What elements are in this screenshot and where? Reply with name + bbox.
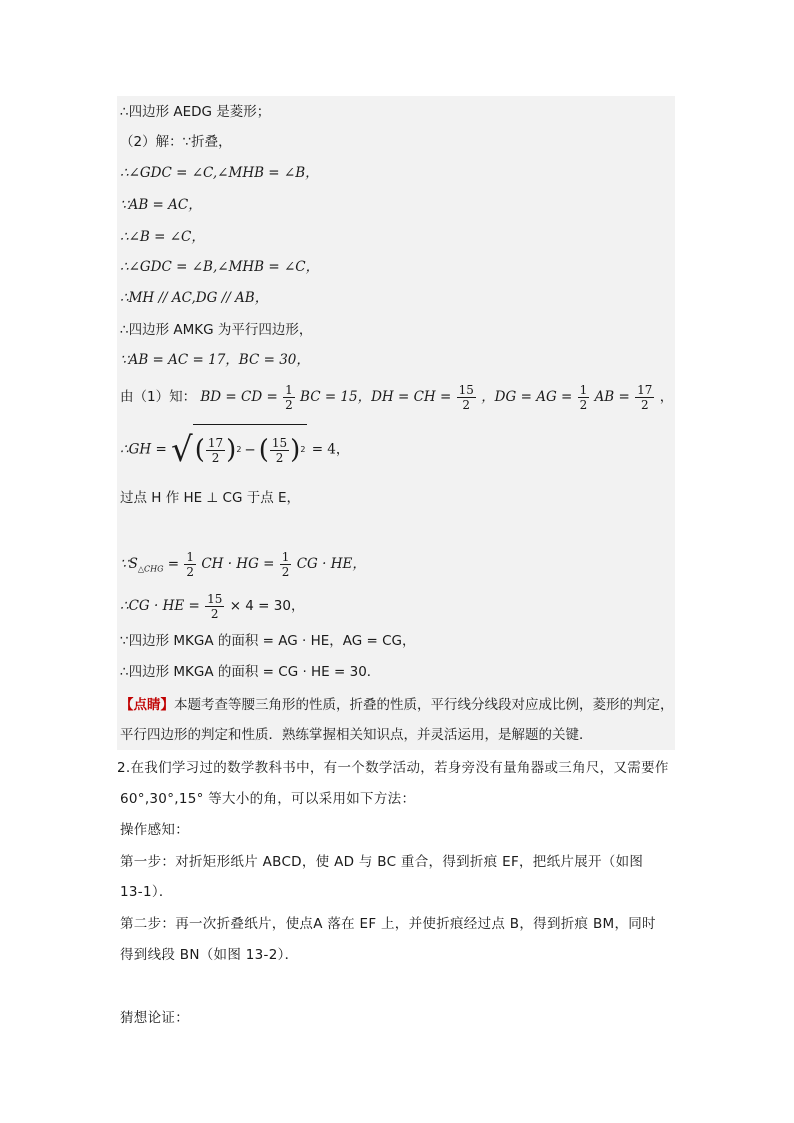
solution-line-13: [120, 545, 366, 589]
numerator: 17: [207, 435, 224, 450]
exponent: 2: [300, 445, 306, 454]
question-line-1: 2.在我们学习过的数学教科书中，有一个数学活动，若身旁没有量角器或三角尺，又需要作: [117, 760, 669, 776]
solution-line-16: ∴四边形 MKGA 的面积 = CG · HE = 30．: [120, 664, 381, 680]
denominator: 2: [285, 397, 293, 412]
solution-line-10: [120, 378, 673, 416]
fraction-seventeen-halves: [635, 383, 654, 412]
fraction-fifteen-halves: [270, 436, 289, 465]
area-subscript: △CHG: [137, 564, 164, 574]
solution-line-14: [120, 587, 304, 625]
question-line-8: 猜想论证：: [120, 1010, 189, 1026]
solution-line-11: [120, 424, 349, 475]
numerator: 1: [285, 382, 293, 397]
solution-line-8: ∴四边形 AMKG 为平行四边形，: [120, 322, 313, 338]
ab-text: AB =: [594, 389, 630, 405]
dg-ag-text: ，DG = AG =: [481, 389, 573, 405]
from-part-1-label: 由（1）知：: [120, 389, 197, 405]
left-paren: (: [194, 435, 205, 465]
fraction-one-half: [280, 550, 292, 579]
square-root: [171, 424, 307, 475]
fraction-one-half: [283, 383, 295, 412]
solution-line-2: （2）解：∵折叠，: [120, 134, 232, 150]
solution-line-6: ∴∠GDC = ∠B,∠MHB = ∠C，: [120, 259, 320, 275]
solution-line-7: ∴MH // AC,DG // AB，: [120, 290, 269, 306]
numerator: 15: [207, 591, 223, 606]
solution-line-4: ∵AB = AC，: [120, 197, 202, 213]
comment-line-1: [120, 695, 674, 715]
fraction-one-half: [578, 383, 590, 412]
exponent: 2: [236, 445, 242, 454]
denominator: 2: [210, 606, 219, 621]
result-text: = 4，: [311, 441, 350, 458]
bc-dh-text: BC = 15，DH = CH =: [300, 389, 452, 405]
comment-line-2: 平行四边形的判定和性质．熟练掌握相关知识点，并灵活运用，是解题的关键．: [120, 727, 593, 743]
denominator: 2: [281, 564, 290, 579]
question-line-4: 第一步：对折矩形纸片 ABCD，使 AD 与 BC 重合，得到折痕 EF，把纸片展开（如图: [120, 854, 644, 870]
numerator: 1: [579, 382, 588, 397]
comment-tag: 【点睛】: [120, 697, 174, 713]
comma: ，: [659, 389, 674, 405]
solution-line-5: ∴∠B = ∠C，: [120, 229, 205, 245]
denominator: 2: [211, 450, 220, 465]
numerator: 1: [281, 549, 290, 564]
gh-text: ∴GH =: [120, 441, 167, 458]
question-line-5: 13-1）．: [120, 884, 173, 900]
denominator: 2: [275, 450, 284, 465]
numerator: 17: [637, 382, 653, 397]
left-paren: (: [258, 435, 269, 465]
denominator: 2: [462, 397, 471, 412]
denominator: 2: [640, 397, 649, 412]
question-line-3: 操作感知：: [120, 822, 189, 838]
fraction-fifteen-halves: [457, 383, 476, 412]
denominator: 2: [579, 397, 588, 412]
question-line-2: 60°,30°,15° 等大小的角，可以采用如下方法：: [120, 791, 416, 807]
equals: =: [167, 556, 180, 572]
result-text: × 4 = 30，: [229, 598, 305, 614]
radical-sign-icon: √: [171, 429, 193, 470]
numerator: 15: [458, 382, 474, 397]
numerator: 15: [271, 435, 288, 450]
minus-sign: −: [244, 442, 256, 458]
radicand: [193, 424, 308, 475]
question-line-6: 第二步：再一次折叠纸片，使点A 落在 EF 上，并使折痕经过点 B，得到折痕 BM，同时: [120, 916, 656, 932]
cg-he-text: CG · HE，: [296, 556, 366, 572]
cg-he-text: ∴CG · HE =: [120, 598, 200, 614]
fraction-seventeen-halves: [206, 436, 225, 465]
ch-hg-text: CH · HG =: [201, 556, 275, 572]
numerator: 1: [186, 549, 195, 564]
solution-line-12: 过点 H 作 HE ⊥ CG 于点 E，: [120, 490, 301, 506]
denominator: 2: [186, 564, 195, 579]
solution-line-9: ∵AB = AC = 17，BC = 30，: [120, 352, 310, 368]
solution-line-1: ∴四边形 AEDG 是菱形；: [120, 104, 271, 120]
right-paren: ): [290, 435, 301, 465]
fraction-one-half: [184, 550, 196, 579]
area-symbol: ∵S: [120, 556, 138, 572]
solution-line-15: ∵四边形 MKGA 的面积 = AG · HE，AG = CG，: [120, 633, 416, 649]
bd-cd-text: BD = CD =: [200, 389, 278, 405]
comment-text-1: 本题考查等腰三角形的性质，折叠的性质，平行线分线段对应成比例，菱形的判定，: [174, 697, 674, 713]
question-line-7: 得到线段 BN（如图 13-2）．: [120, 947, 299, 963]
fraction-fifteen-halves: [205, 592, 224, 621]
right-paren: ): [226, 435, 237, 465]
solution-line-3: ∴∠GDC = ∠C,∠MHB = ∠B，: [120, 165, 319, 181]
